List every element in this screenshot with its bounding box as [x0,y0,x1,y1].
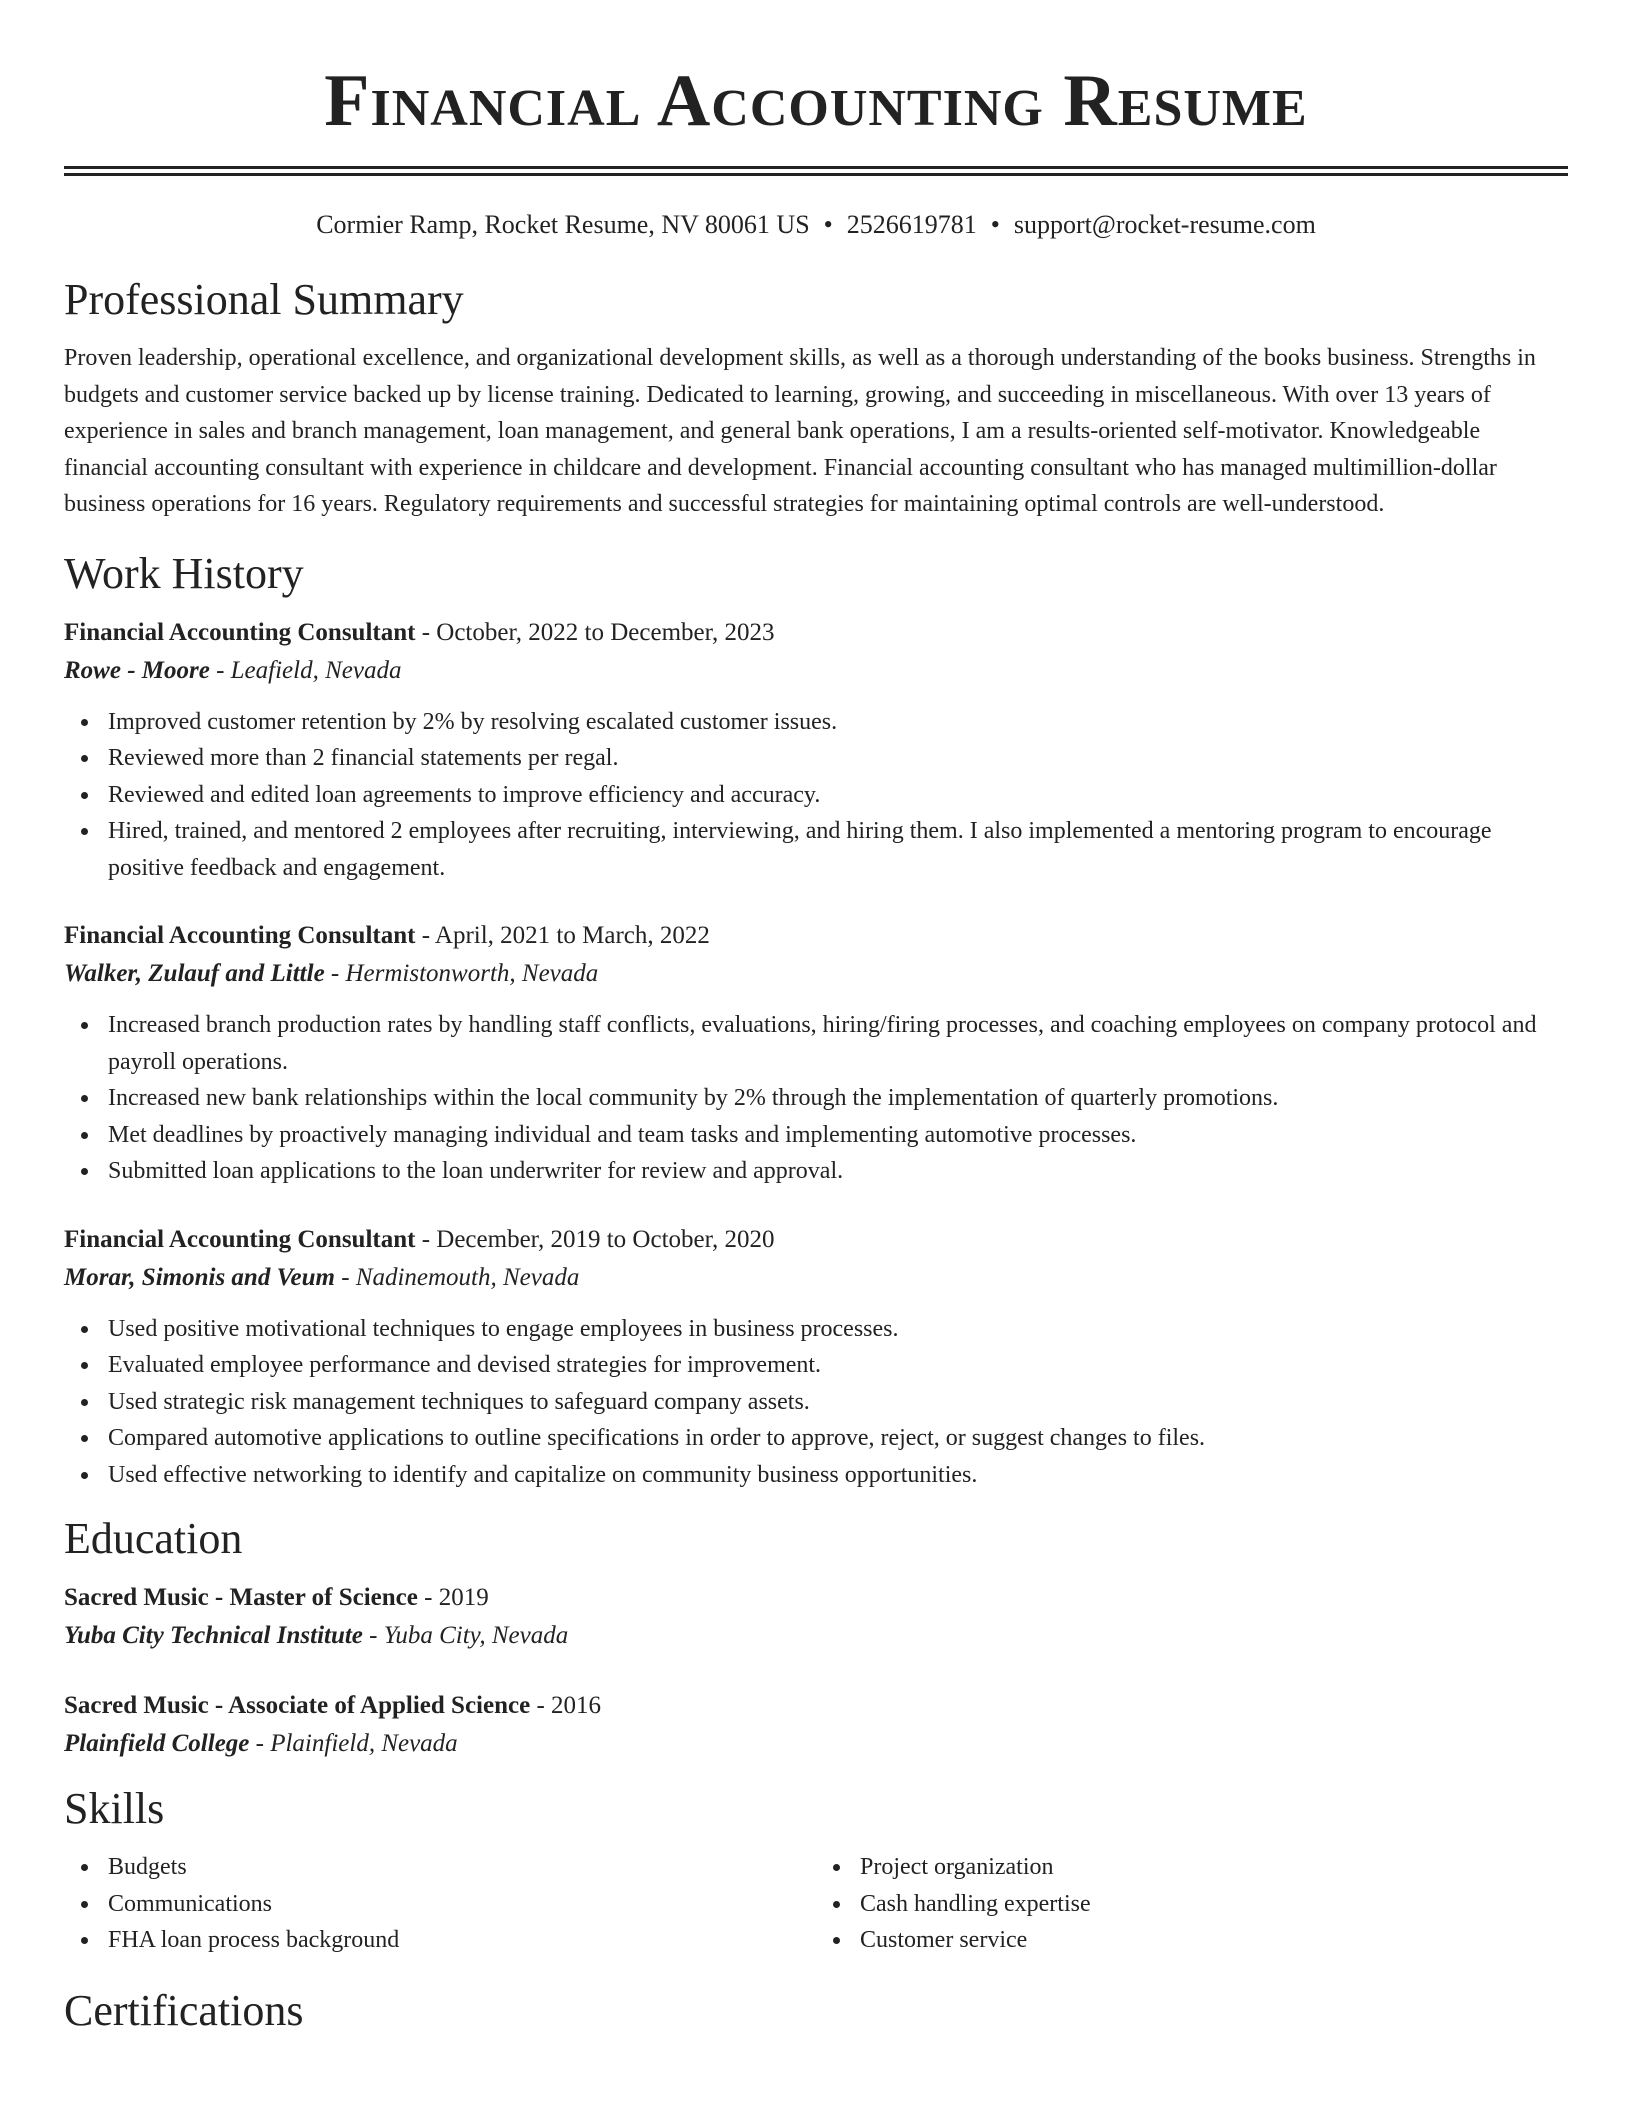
school-line: Yuba City Technical Institute - Yuba City, Nevada [64,1622,569,1649]
list-item: Cash handling expertise [860,1886,1568,1923]
contact-line [64,208,1568,242]
degree-name: Sacred Music - Associate of Applied Science [64,1692,531,1719]
skills-columns [64,1849,1568,1959]
degree-line: Sacred Music - Associate of Applied Science - 2016 [64,1692,602,1719]
skills-section [64,1783,1568,1959]
summary-heading: Professional Summary [64,275,464,324]
job-dates: April, 2021 to March, 2022 [434,922,710,949]
contact-email: support@rocket-resume.com [1013,210,1316,239]
work-heading: Work History [64,548,304,598]
company-line: Walker, Zulauf and Little - Hermistonworth, Nevada [64,960,599,987]
certifications-heading: Certifications [64,1985,304,2035]
certifications-section [64,1985,1568,2037]
education-entry [64,1687,1568,1763]
company-location: Nadinemouth, Nevada [355,1263,580,1291]
school-name: Yuba City Technical Institute [64,1622,363,1649]
school-location: Yuba City, Nevada [383,1622,569,1649]
list-item: Reviewed and edited loan agreements to improve efficiency and accuracy. [108,777,1568,814]
list-item: Used effective networking to identify and capitalize on community business opportunities. [108,1457,1568,1494]
school-line: Plainfield College - Plainfield, Nevada [64,1730,458,1757]
education-heading: Education [64,1514,243,1563]
list-item: FHA loan process background [108,1922,816,1959]
education-entry [64,1579,1568,1655]
contact-separator: • [990,210,1000,239]
company-location: Leafield, Nevada [230,656,402,684]
work-section [64,548,1568,1494]
list-item: Used strategic risk management techniques to safeguard company assets. [108,1384,1568,1421]
company-line: Morar, Simonis and Veum - Nadinemouth, Nevada [64,1263,580,1291]
list-item: Used positive motivational techniques to engage employees in business processes. [108,1311,1568,1348]
job-title-line: Financial Accounting Consultant - October, 2022 to December, 2023 [64,618,775,646]
list-item: Increased branch production rates by handling staff conflicts, evaluations, hiring/firing processes, and coaching employees on company protocol and payroll operations. [108,1007,1568,1080]
list-item: Evaluated employee performance and devised strategies for improvement. [108,1347,1568,1384]
school-location: Plainfield, Nevada [270,1730,458,1757]
job-title: Financial Accounting Consultant [64,618,416,646]
list-item: Reviewed more than 2 financial statements per regal. [108,740,1568,777]
resume-title: Financial Accounting Resume [324,60,1308,142]
company-name: Morar, Simonis and Veum [64,1263,335,1291]
job-title-line: Financial Accounting Consultant - April, 2021 to March, 2022 [64,922,710,949]
contact-address: Cormier Ramp, Rocket Resume, NV 80061 US [316,210,810,239]
list-item: Met deadlines by proactively managing individual and team tasks and implementing automotive processes. [108,1117,1568,1154]
contact-phone: 2526619781 [846,210,977,239]
title-divider [64,166,1568,176]
job-dates: October, 2022 to December, 2023 [436,618,775,646]
contact-separator: • [823,210,833,239]
resume-page [64,0,1568,2037]
skills-left-column [64,1849,816,1959]
company-name: Rowe - Moore [64,656,210,684]
list-item: Submitted loan applications to the loan underwriter for review and approval. [108,1153,1568,1190]
job-entry [64,917,1568,1190]
skills-heading: Skills [64,1784,165,1833]
list-item: Communications [108,1886,816,1923]
degree-year: 2016 [551,1692,602,1719]
job-bullets [64,1311,1568,1494]
list-item: Compared automotive applications to outline specifications in order to approve, reject, or suggest changes to files. [108,1420,1568,1457]
degree-name: Sacred Music - Master of Science [64,1584,418,1611]
education-section [64,1513,1568,1763]
job-entry [64,614,1568,887]
job-dates: December, 2019 to October, 2020 [436,1225,775,1253]
list-item: Hired, trained, and mentored 2 employees after recruiting, interviewing, and hiring them. I also implemented a mentoring program to encourage positive feedback and engagement. [108,813,1568,886]
list-item: Budgets [108,1849,816,1886]
job-bullets [64,704,1568,887]
list-item: Increased new bank relationships within the local community by 2% through the implementation of quarterly promotions. [108,1080,1568,1117]
summary-section [64,274,1568,523]
school-name: Plainfield College [64,1730,250,1757]
job-bullets [64,1007,1568,1190]
degree-year: 2019 [438,1584,489,1611]
company-location: Hermistonworth, Nevada [345,960,599,987]
company-name: Walker, Zulauf and Little [64,960,325,987]
job-entry [64,1221,1568,1494]
summary-text: Proven leadership, operational excellence, and organizational development skills, as well as a thorough understanding of the books business. Strengths in budgets and customer service backed up by license training. Dedicated to learning, growing, and succeeding in miscellaneous. With over 13 years of experience in sales and branch management, loan management, and general bank operations, I am a results-oriented self-motivator. Knowledgeable financial accounting consultant with experience in childcare and development. Financial accounting consultant who has managed multimillion-dollar business operations for 16 years. Regulatory requirements and successful strategies for maintaining optimal controls are well-understood. [64,345,1536,517]
job-title: Financial Accounting Consultant [64,922,416,949]
list-item: Customer service [860,1922,1568,1959]
degree-line: Sacred Music - Master of Science - 2019 [64,1584,489,1611]
job-title-line: Financial Accounting Consultant - December, 2019 to October, 2020 [64,1225,775,1253]
list-item: Project organization [860,1849,1568,1886]
skills-right-column [816,1849,1568,1959]
job-title: Financial Accounting Consultant [64,1225,416,1253]
list-item: Improved customer retention by 2% by resolving escalated customer issues. [108,704,1568,741]
company-line: Rowe - Moore - Leafield, Nevada [64,656,402,684]
